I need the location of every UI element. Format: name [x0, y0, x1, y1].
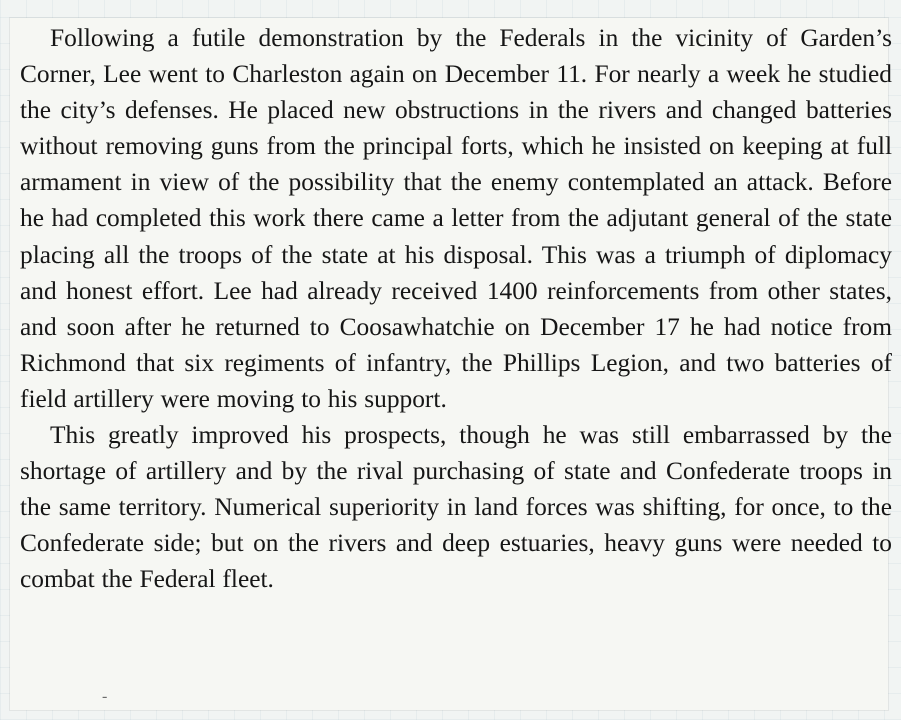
scanned-page — [10, 18, 892, 710]
paragraph-2: This greatly improved his prospects, though he was still embarrassed by the shortage of artillery and by the rival purchasing of state and Confederate troops in the same territory. Numerical superiority in land forces was shifting, for once, to the Confederate side; but on the rivers and deep estuaries, heavy guns were needed to combat the Federal fleet. — [20, 421, 892, 594]
paragraph-1: Following a futile demonstration by the Federals in the vicinity of Garden’s Corner, Lee went to Charleston again on December 11. For nearly a week he studied the city’s defenses. He placed new obstructions in the rivers and changed batteries without removing guns from the principal forts, which he insisted on keeping at full armament in view of the possibility that the enemy contemplated an attack. Before he had completed this work there came a letter from the adjutant general of the state placing all the troops of the state at his disposal. This was a triumph of diplomacy and honest effort. Lee had already received 1400 reinforcements from other states, and soon after he returned to Coosawhatchie on December 17 he had notice from Richmond that six regiments of infantry, the Phillips Legion, and two batteries of field artillery were moving to his support. — [20, 24, 892, 413]
stray-mark: - — [102, 688, 108, 705]
body-text — [20, 20, 892, 598]
